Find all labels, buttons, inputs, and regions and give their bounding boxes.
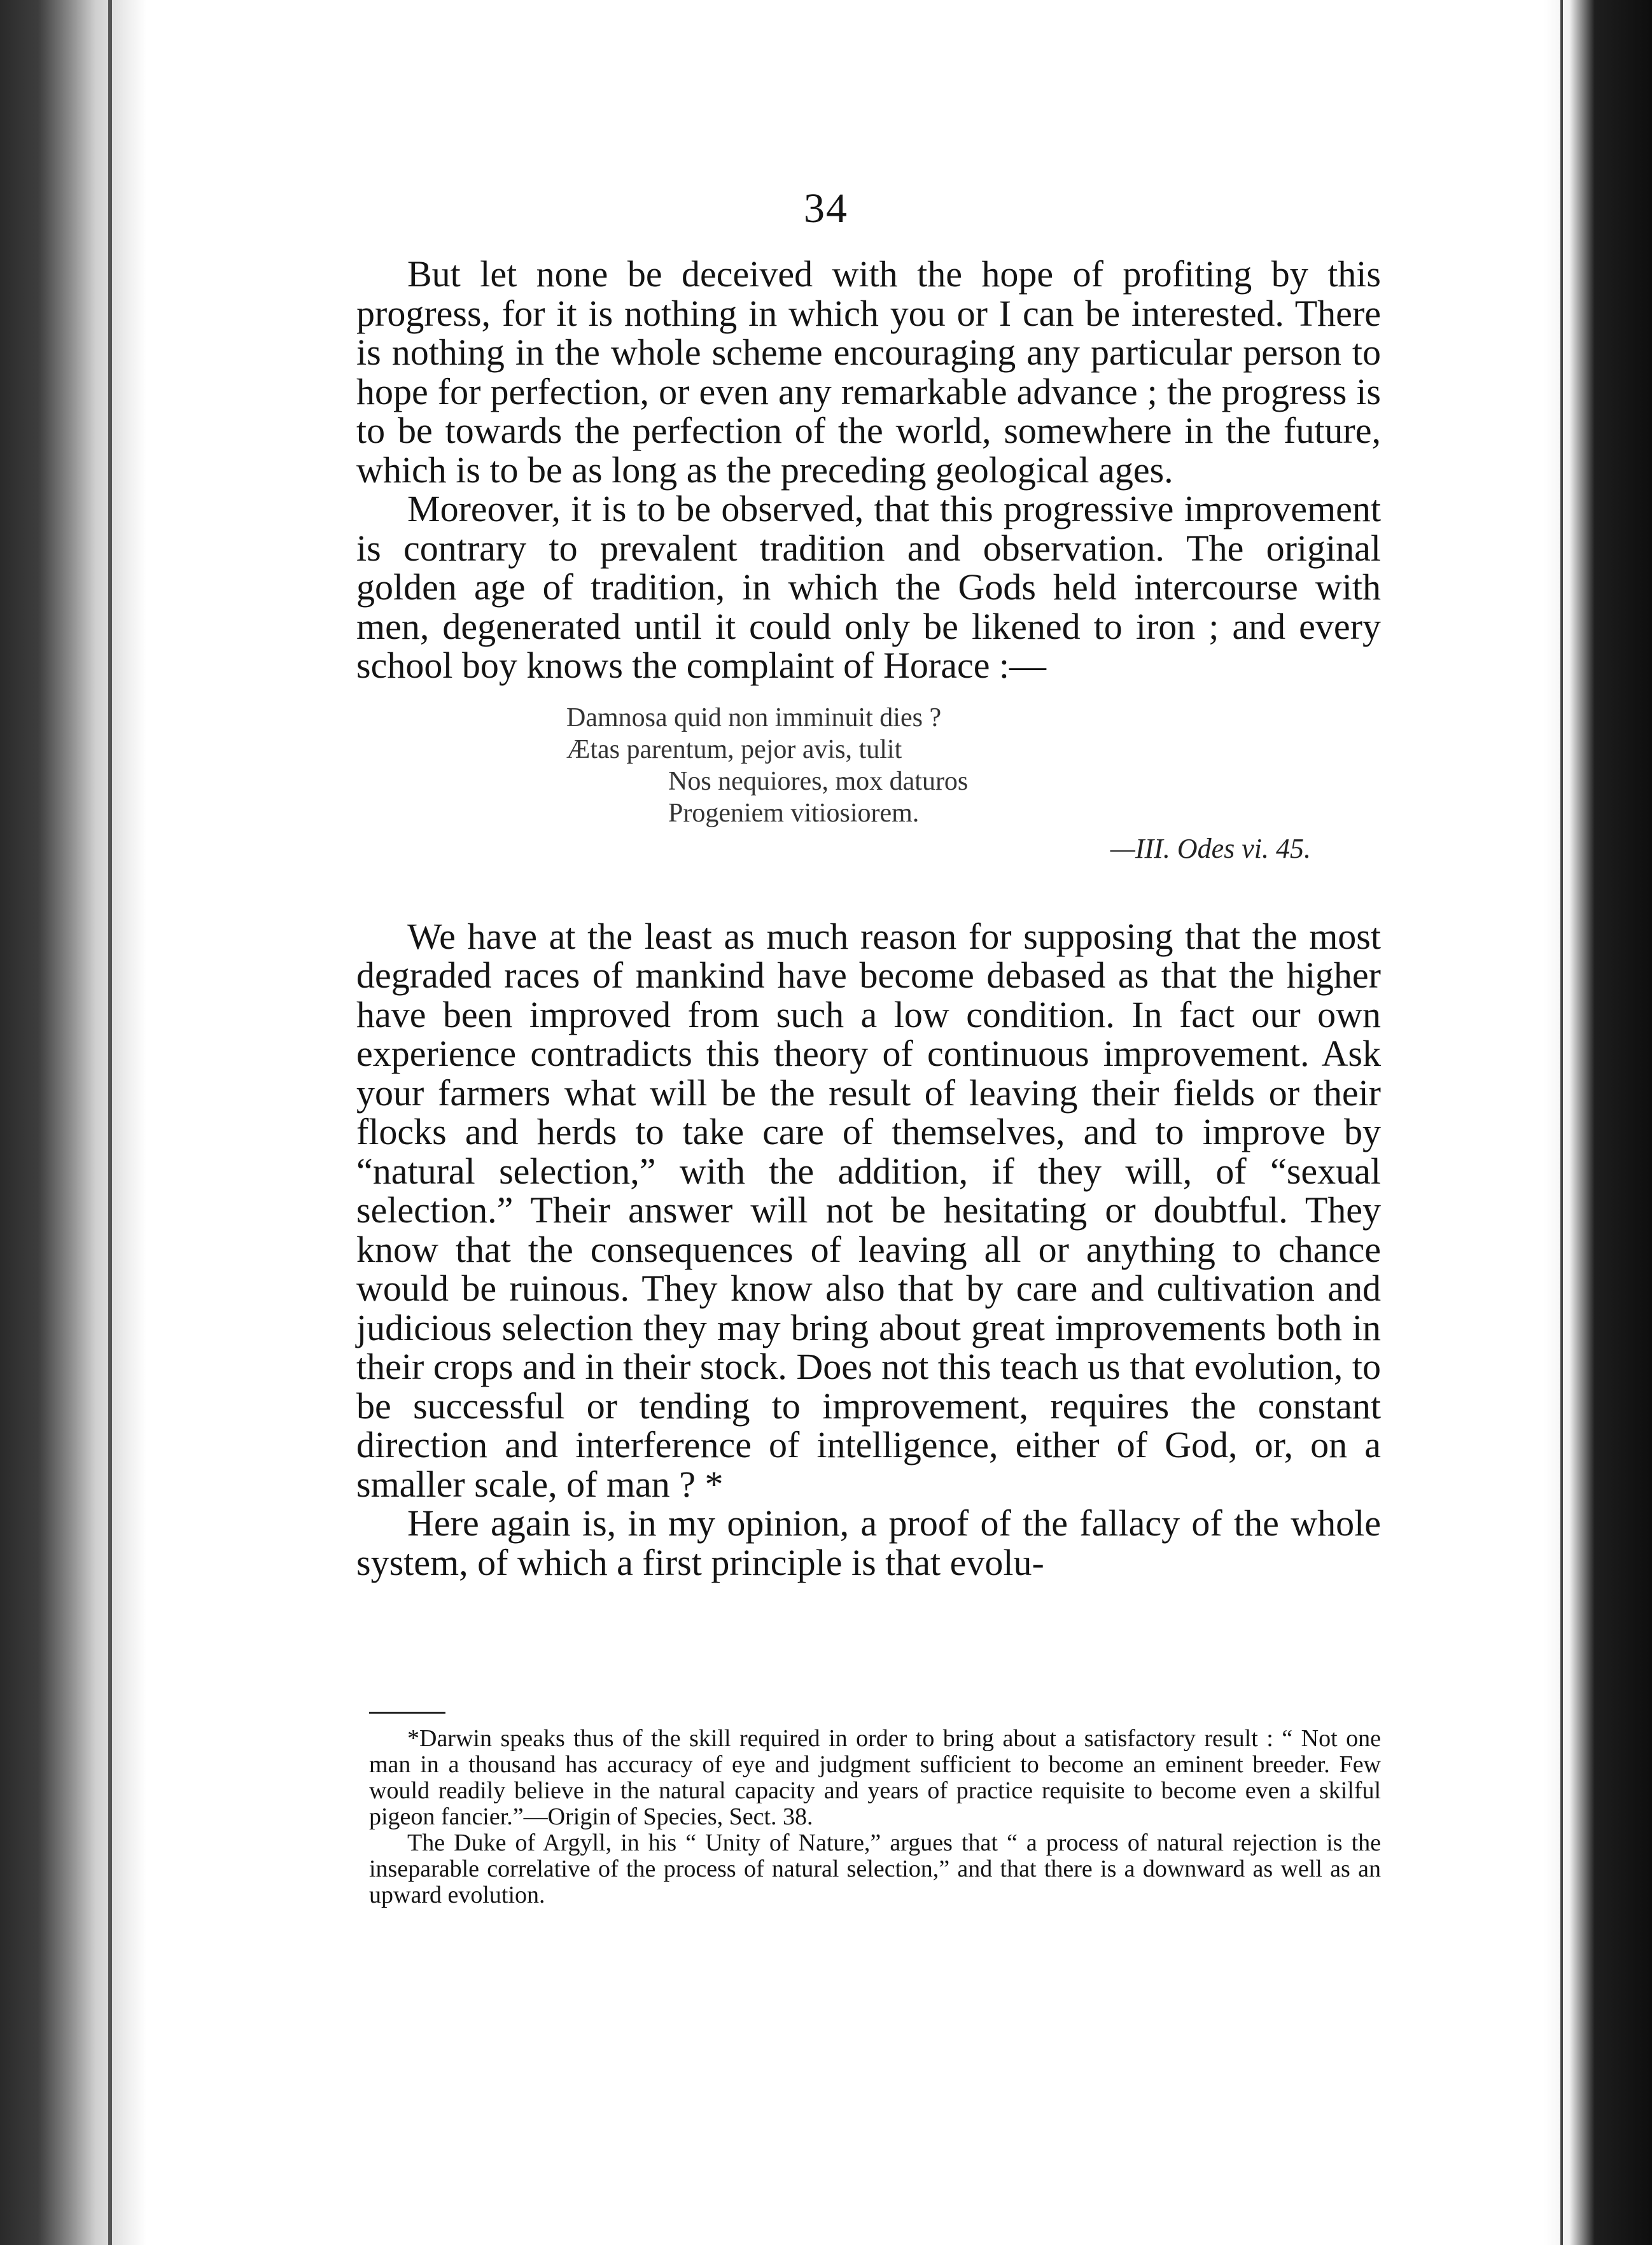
page-number: 34 <box>804 185 848 232</box>
poem-line: Progeniem vitiosiorem. <box>668 798 920 828</box>
poem-line: Damnosa quid non imminuit dies ? <box>566 703 942 732</box>
footnotes <box>369 1726 1381 1908</box>
footnote: The Duke of Argyll, in his “ Unity of Nature,” argues that “ a process of natural rejection is the inseparable correlative of the process of natural selection,” and that there is a downward as well as an upward evolution. <box>369 1829 1381 1908</box>
paragraph: We have at the least as much reason for supposing that the most degraded races of mankind have become debased as that the higher have been improved from such a low condition. In fact our own experience contradicts this theory of continuous improvement. Ask your farmers what will be the result of leaving their fields or their flocks and herds to take care of themselves, and to improve by “natural selection,” with the addition, if they will, of “sexual selection.” Their answer will not be hesitating or doubtful. They know that the consequences of leaving all or anything to chance would be ruinous. They know also that by care and cultivation and judicious selection they may bring about great improvements both in their crops and in their stock. Does not this teach us that evolution, to be successful or tending to improvement, requires the constant direction and interference of intelligence, either of God, or, on a smaller scale, of man ? * <box>356 915 1381 1505</box>
footnote: *Darwin speaks thus of the skill required in order to bring about a satisfactory result : “ Not one man in a thousand has accuracy of eye and judgment sufficient to become an eminent breeder. Few would readily believe in the natural capacity and years of practice requisite to become even a skilful pigeon fancier.”—Origin of Species, Sect. 38. <box>369 1725 1381 1830</box>
paragraph: But let none be deceived with the hope of profiting by this progress, for it is nothing in which you or I can be interested. There is nothing in the whole scheme encouraging any particular person to hope for perfection, or even any remarkable advance ; the progress is to be towards the perfection of the world, somewhere in the future, which is to be as long as the preceding geological ages. <box>356 253 1381 491</box>
footnote-rule <box>369 1712 445 1714</box>
body-text <box>356 255 1381 1582</box>
poem-line: Ætas parentum, pejor avis, tulit <box>566 734 902 764</box>
poem-line: Nos nequiores, mox daturos <box>668 766 969 796</box>
poem-citation: —III. Odes vi. 45. <box>1110 832 1311 864</box>
binding-shadow <box>108 0 112 2245</box>
horace-quotation <box>566 702 1381 865</box>
paragraph: Here again is, in my opinion, a proof of the fallacy of the whole system, of which a first principle is that evolu- <box>356 1502 1381 1583</box>
paragraph: Moreover, it is to be observed, that this progressive improvement is contrary to prevalent tradition and observation. The original golden age of tradition, in which the Gods held intercourse with men, degenerated until it could only be likened to iron ; and every school boy knows the complaint of Horace :— <box>356 488 1381 686</box>
next-page-edge <box>1560 0 1563 2245</box>
page-left-edge <box>0 0 146 2245</box>
